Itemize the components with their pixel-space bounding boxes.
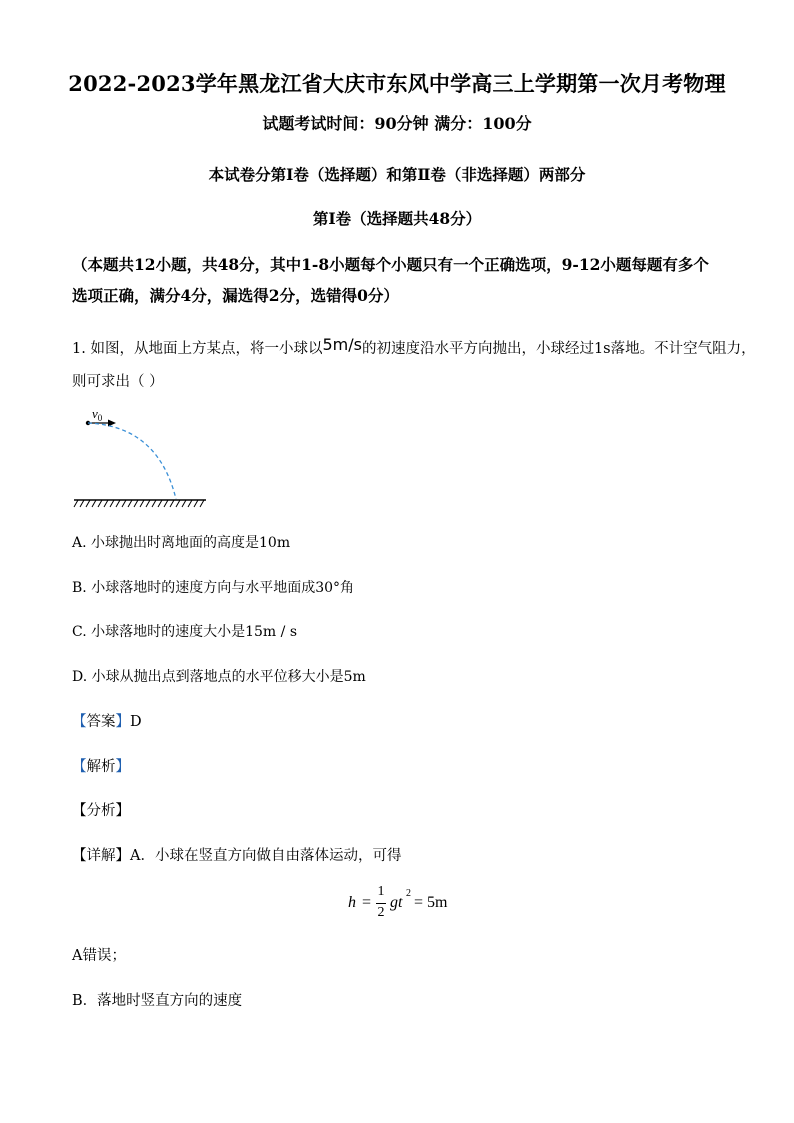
option-a-wrong: A错误； xyxy=(72,948,126,964)
analysis-heading xyxy=(72,755,130,776)
formula-lhs: h xyxy=(348,894,356,911)
answer-value: D xyxy=(130,714,142,730)
question-1-start: 1. 如图，从地面上方某点，将一小球以 xyxy=(72,341,323,357)
analysis-label: 解析 xyxy=(86,759,116,775)
page-title: 2022-2023学年黑龙江省大庆市东风中学高三上学期第一次月考物理 xyxy=(68,71,726,96)
question-1-stem-line-2: 则可求出（ ） xyxy=(72,374,164,390)
option-b: B. 小球落地时的速度方向与水平地面成30°角 xyxy=(72,580,355,596)
formula-denominator: 2 xyxy=(377,905,385,920)
free-fall-formula xyxy=(348,882,448,926)
answer-label: 答案 xyxy=(86,714,116,730)
option-c: C. 小球落地时的速度大小是15m / s xyxy=(72,624,298,640)
option-d: D. 小球从抛出点到落地点的水平位移大小是5m xyxy=(72,669,366,685)
formula-equals-2: = xyxy=(414,894,424,911)
initial-speed: 5m/s xyxy=(322,335,362,354)
formula-result: 5m xyxy=(427,894,448,911)
formula-numerator: 1 xyxy=(377,884,385,899)
formula-equals-1: = xyxy=(362,894,372,911)
answer-bracket-open: 【 xyxy=(72,714,87,730)
v0-label: $v_0$ xyxy=(92,406,103,423)
fenxi-heading: 【分析】 xyxy=(72,803,130,819)
projectile-figure xyxy=(72,400,212,512)
analysis-bracket-open: 【 xyxy=(72,759,87,775)
part-one-heading: 第Ⅰ卷（选择题共48分） xyxy=(312,209,482,228)
instructions-line-1: （本题共12小题，共48分，其中1-8小题每个小题只有一个正确选项，9-12小题每题有多个 xyxy=(72,255,709,274)
instructions-line-2: 选项正确，满分4分，漏选得2分，选错得0分） xyxy=(72,286,399,305)
exam-time-score: 试题考试时间：90分钟 满分：100分 xyxy=(262,114,532,133)
analysis-bracket-close: 】 xyxy=(115,759,130,775)
option-a: A. 小球抛出时离地面的高度是10m xyxy=(72,535,291,551)
answer-line xyxy=(72,710,142,731)
option-b-analysis: B．落地时竖直方向的速度 xyxy=(72,993,243,1009)
question-1-stem-line-1 xyxy=(72,335,756,358)
paper-structure-note: 本试卷分第Ⅰ卷（选择题）和第Ⅱ卷（非选择题）两部分 xyxy=(208,165,586,184)
question-1-rest: 的初速度沿水平方向抛出，小球经过1s落地。不计空气阻力， xyxy=(361,341,756,357)
formula-exponent: 2 xyxy=(406,888,411,899)
formula-gt: gt xyxy=(390,894,403,911)
detail-intro: 【详解】A．小球在竖直方向做自由落体运动，可得 xyxy=(72,848,402,864)
answer-bracket-close: 】 xyxy=(115,714,130,730)
trajectory-curve xyxy=(88,423,176,499)
ground-hatching xyxy=(74,500,204,507)
